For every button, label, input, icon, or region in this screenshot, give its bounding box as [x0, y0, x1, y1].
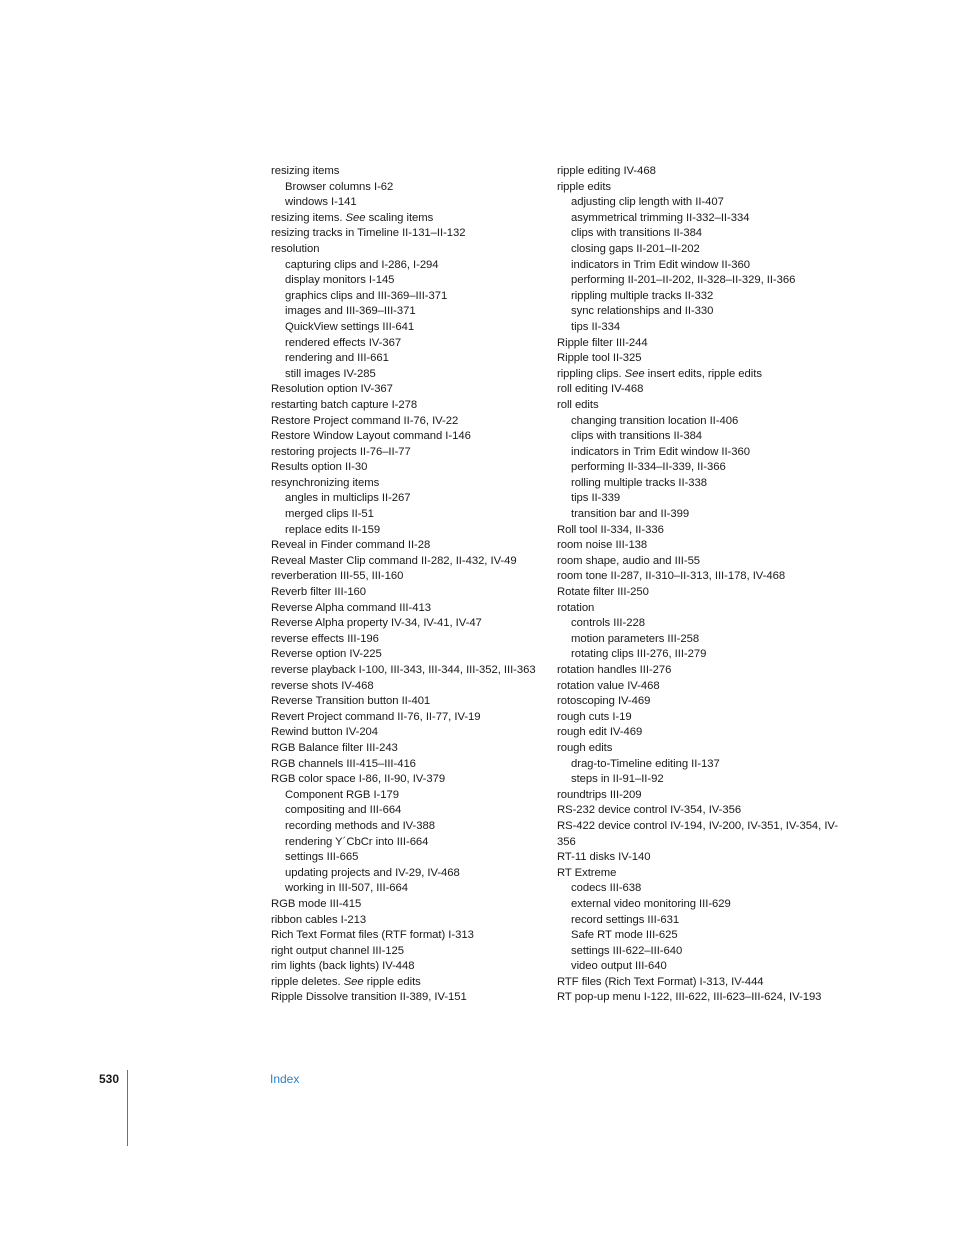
index-entry: RT Extreme: [557, 866, 617, 879]
index-entry: Reverse Alpha property IV-34, IV-41, IV-47: [271, 617, 482, 630]
index-entry: resizing items. See scaling items: [271, 211, 434, 224]
index-entry: rough edit IV-469: [557, 726, 643, 739]
see-reference: See: [345, 211, 366, 224]
index-subentry: settings III-622–III-640: [571, 944, 683, 957]
index-subentry: Component RGB I-179: [285, 788, 399, 801]
index-subentry: rendering and III-661: [285, 352, 389, 365]
index-entry: resizing tracks in Timeline II-131–II-132: [271, 227, 466, 240]
index-subentry: adjusting clip length with II-407: [571, 196, 724, 209]
index-subentry: rippling multiple tracks II-332: [571, 289, 714, 302]
index-subentry: steps in II-91–II-92: [571, 773, 664, 786]
index-subentry: controls III-228: [571, 617, 645, 630]
index-entry: rotation: [557, 601, 595, 614]
index-entry: Reverse Transition button II-401: [271, 695, 431, 708]
index-entry: resizing items: [271, 165, 340, 177]
index-subentry: external video monitoring III-629: [571, 897, 731, 910]
index-subentry: codecs III-638: [571, 882, 642, 895]
index-entry: rim lights (back lights) IV-448: [271, 960, 415, 973]
index-subentry: angles in multiclips II-267: [285, 492, 411, 505]
index-subentry: working in III-507, III-664: [285, 882, 408, 895]
index-subentry: transition bar and II-399: [571, 508, 690, 521]
index-entry: reverse playback I-100, III-343, III-344, III-352, III-363: [271, 664, 536, 676]
index-entry: roundtrips III-209: [557, 788, 642, 801]
index-subentry: closing gaps II-201–II-202: [571, 242, 700, 255]
index-entry: Ripple Dissolve transition II-389, IV-151: [271, 991, 467, 1004]
index-entry: Resolution option IV-367: [271, 383, 393, 396]
index-subentry: graphics clips and III-369–III-371: [285, 289, 448, 302]
index-entry: rotation value IV-468: [557, 679, 660, 692]
index-subentry: clips with transitions II-384: [571, 227, 703, 240]
index-subentry: Browser columns I-62: [285, 180, 394, 193]
index-entry: restoring projects II-76–II-77: [271, 445, 411, 458]
index-subentry: still images IV-285: [285, 367, 376, 380]
index-subentry: tips II-334: [571, 320, 621, 333]
index-subentry: rendering Y´CbCr into III-664: [285, 835, 429, 848]
index-entry: RT-11 disks IV-140: [557, 851, 651, 864]
index-entry: rippling clips. See insert edits, ripple edits: [557, 367, 762, 380]
index-entry: room noise III-138: [557, 539, 648, 552]
index-subentry: Safe RT mode III-625: [571, 929, 678, 942]
index-entry: Reverb filter III-160: [271, 586, 367, 599]
index-entry: Reverse Alpha command III-413: [271, 601, 431, 614]
index-entry: resolution: [271, 242, 320, 255]
see-reference: See: [624, 367, 645, 380]
page-number: 530: [99, 1072, 120, 1086]
index-subentry: images and III-369–III-371: [285, 305, 416, 318]
index-subentry: asymmetrical trimming II-332–II-334: [571, 211, 750, 224]
index-subentry: drag-to-Timeline editing II-137: [571, 757, 720, 770]
index-entry: RGB Balance filter III-243: [271, 741, 398, 754]
section-title: Index: [270, 1072, 300, 1086]
index-entry: ripple deletes. See ripple edits: [271, 975, 421, 988]
index-entry: roll edits: [557, 398, 599, 411]
index-entry: reverse effects III-196: [271, 632, 379, 645]
index-subentry: merged clips II-51: [285, 508, 374, 521]
index-subentry: recording methods and IV-388: [285, 819, 435, 832]
index-entry: room shape, audio and III-55: [557, 554, 701, 567]
index-column-left: [271, 164, 551, 1006]
index-subentry: settings III-665: [285, 851, 359, 864]
index-entry: Rewind button IV-204: [271, 726, 379, 739]
index-subentry: indicators in Trim Edit window II-360: [571, 445, 750, 458]
index-entry: RGB channels III-415–III-416: [271, 757, 416, 770]
index-entry: Ripple tool II-325: [557, 352, 642, 365]
index-subentry: tips II-339: [571, 492, 621, 505]
index-subentry: record settings III-631: [571, 913, 680, 926]
index-subentry: changing transition location II-406: [571, 414, 739, 427]
index-subentry: compositing and III-664: [285, 804, 402, 817]
index-entry: rotation handles III-276: [557, 664, 672, 676]
index-subentry: video output III-640: [571, 960, 667, 973]
index-entry: RS-232 device control IV-354, IV-356: [557, 804, 742, 817]
index-subentry: rotating clips III-276, III-279: [571, 648, 707, 661]
index-entry: Rich Text Format files (RTF format) I-313: [271, 929, 474, 942]
index-entry: Roll tool II-334, II-336: [557, 523, 664, 536]
index-subentry: display monitors I-145: [285, 274, 395, 287]
index-entry: rotoscoping IV-469: [557, 695, 651, 708]
index-entry: restarting batch capture I-278: [271, 398, 418, 411]
index-entry: Reveal Master Clip command II-282, II-432, IV-49: [271, 554, 517, 567]
index-subentry: rolling multiple tracks II-338: [571, 476, 707, 489]
index-entry: Reverse option IV-225: [271, 648, 382, 661]
see-reference: See: [343, 975, 364, 988]
index-subentry: performing II-334–II-339, II-366: [571, 461, 726, 474]
index-subentry: rendered effects IV-367: [285, 336, 402, 349]
index-column-right: [557, 164, 847, 1006]
index-entry: RGB mode III-415: [271, 897, 362, 910]
index-entry: Restore Project command II-76, IV-22: [271, 414, 459, 427]
index-subentry: clips with transitions II-384: [571, 430, 703, 443]
index-entry: ripple edits: [557, 180, 612, 193]
index-entry: Rotate filter III-250: [557, 586, 649, 599]
index-entry: Restore Window Layout command I-146: [271, 430, 471, 443]
index-entry: rough edits: [557, 741, 613, 754]
index-entry: right output channel III-125: [271, 944, 404, 957]
index-entry: ribbon cables I-213: [271, 913, 367, 926]
index-entry: rough cuts I-19: [557, 710, 632, 723]
index-entry: roll editing IV-468: [557, 383, 644, 396]
index-entry: RT pop-up menu I-122, III-622, III-623–III-624, IV-193: [557, 991, 822, 1004]
index-entry: Results option II-30: [271, 461, 368, 474]
index-subentry: capturing clips and I-286, I-294: [285, 258, 439, 271]
index-subentry: windows I-141: [285, 196, 357, 209]
index-entry: room tone II-287, II-310–II-313, III-178, IV-468: [557, 570, 786, 583]
index-subentry: performing II-201–II-202, II-328–II-329, II-366: [571, 274, 796, 287]
index-subentry: sync relationships and II-330: [571, 305, 714, 318]
index-entry: Reveal in Finder command II-28: [271, 539, 431, 552]
footer-divider: [127, 1070, 128, 1146]
index-subentry: QuickView settings III-641: [285, 320, 415, 333]
index-entry: reverberation III-55, III-160: [271, 570, 404, 583]
index-entry: resynchronizing items: [271, 476, 380, 489]
index-subentry: replace edits II-159: [285, 523, 381, 536]
index-entry: reverse shots IV-468: [271, 679, 374, 692]
index-entry: Revert Project command II-76, II-77, IV-19: [271, 710, 481, 723]
index-subentry: updating projects and IV-29, IV-468: [285, 866, 460, 879]
index-subentry: motion parameters III-258: [571, 632, 700, 645]
index-entry: RTF files (Rich Text Format) I-313, IV-444: [557, 975, 764, 988]
index-entry: RGB color space I-86, II-90, IV-379: [271, 773, 446, 786]
index-entry: RS-422 device control IV-194, IV-200, IV-351, IV-354, IV-356: [557, 819, 838, 848]
index-entry: ripple editing IV-468: [557, 165, 656, 177]
index-subentry: indicators in Trim Edit window II-360: [571, 258, 750, 271]
index-entry: Ripple filter III-244: [557, 336, 648, 349]
